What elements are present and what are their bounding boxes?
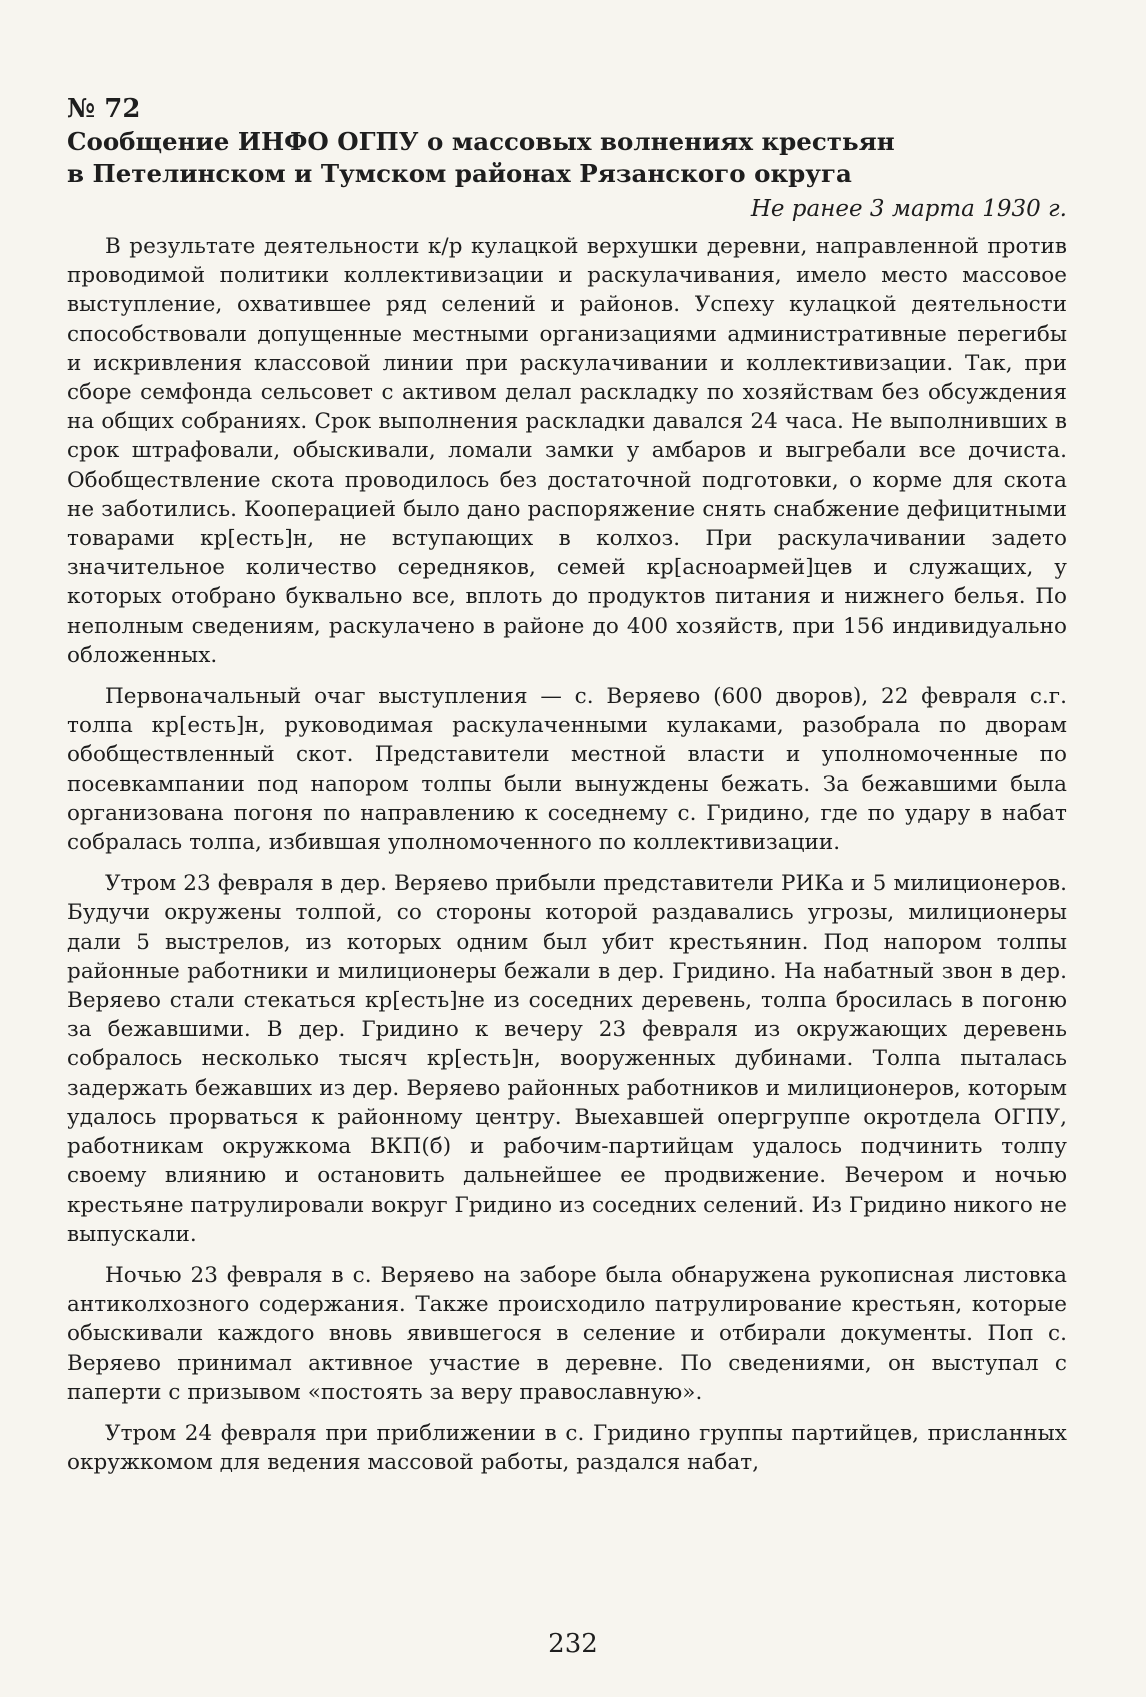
paragraph-1: В результате деятельности к/р кулацкой верхушки деревни, направленной против проводимой политики коллективизации и раскулачивания, имело место массовое выступление, охватившее ряд селений и районов. Успеху кулацкой деятельности способствовали допущенные местными организациями административные перегибы и искривления классовой линии при раскулачивании и коллективизации. Так, при сборе семфонда сельсовет с активом делал раскладку по хозяйствам без обсуждения на общих собраниях. Срок выполнения раскладки давался 24 часа. Не выполнивших в срок штрафовали, обыскивали, ломали замки у амбаров и выгребали все дочиста. Обобществление скота проводилось без достаточной подготовки, о корме для скота не заботились. Кооперацией было дано распоряжение снять снабжение дефицитными товарами кр[есть]н, не вступающих в колхоз. При раскулачивании задето значительное количество середняков, семей кр[асноармей]цев и служащих, у которых отобрано буквально все, вплоть до продуктов питания и нижнего белья. По неполным сведениям, раскулачено в районе до 400 хозяйств, при 156 индивидуально обложенных. [67, 234, 1067, 668]
paragraph-5: Утром 24 февраля при приближении в с. Гридино группы партийцев, присланных окружкомом для ведения массовой работы, раздался набат, [67, 1420, 1067, 1476]
document-title-line-1: Сообщение ИНФО ОГПУ о массовых волнениях крестьян [67, 127, 895, 156]
document-title-line-2: в Петелинском и Тумском районах Рязанского округа [67, 159, 852, 188]
paragraph-2: Первоначальный очаг выступления — с. Веряево (600 дворов), 22 февраля с.г. толпа кр[есть]н, руководимая раскулаченными кулаками, разобрала по дворам обобществленный скот. Представители местной власти и уполномоченные по посевкампании под напором толпы были вынуждены бежать. За бежавшими была организована погоня по направлению к соседнему с. Гридино, где по удару в набат собралась толпа, избившая уполномоченного по коллективизации. [67, 684, 1067, 856]
page-content [67, 92, 1067, 1489]
paragraph-4: Ночью 23 февраля в с. Веряево на заборе была обнаружена рукописная листовка антиколхозного содержания. Также происходило патрулирование крестьян, которые обыскивали каждого вновь явившегося в селение и отбирали документы. Поп с. Веряево принимал активное участие в деревне. По сведениями, он выступал с паперти с призывом «постоять за веру православную». [67, 1262, 1067, 1405]
paragraph-3: Утром 23 февраля в дер. Веряево прибыли представители РИКа и 5 милиционеров. Будучи окружены толпой, со стороны которой раздавались угрозы, милиционеры дали 5 выстрелов, из которых одним был убит крестьянин. Под напором толпы районные работники и милиционеры бежали в дер. Гридино. На набатный звон в дер. Веряево стали стекаться кр[есть]не из соседних деревень, толпа бросилась в погоню за бежавшими. В дер. Гридино к вечеру 23 февраля из окружающих деревень собралось несколько тысяч кр[есть]н, вооруженных дубинами. Толпа пыталась задержать бежавших из дер. Веряево районных работников и милиционеров, которым удалось прорваться к районному центру. Выехавшей опергруппе окротдела ОГПУ, работникам окружкома ВКП(б) и рабочим-партийцам удалось подчинить толпу своему влиянию и остановить дальнейшее ее продвижение. Вечером и ночью крестьяне патрулировали вокруг Гридино из соседних селений. Из Гридино никого не выпускали. [67, 871, 1067, 1247]
document-number: № 72 [67, 94, 141, 124]
page-number: 232 [548, 1629, 598, 1659]
document-date: Не ранее 3 марта 1930 г. [750, 196, 1067, 222]
